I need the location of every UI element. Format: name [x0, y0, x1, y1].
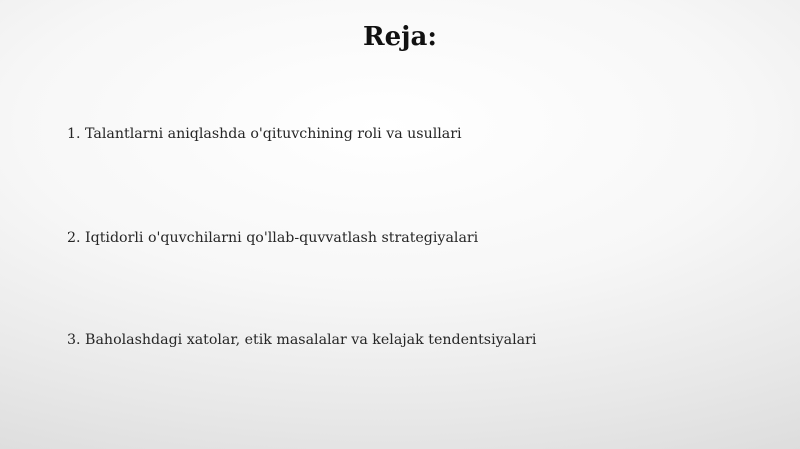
- plan-item-1: 1. Talantlarni aniqlashda o'qituvchining roli va usullari: [67, 126, 462, 142]
- slide-title: Reja:: [362, 22, 437, 52]
- plan-item-3: 3. Baholashdagi xatolar, etik masalalar va kelajak tendentsiyalari: [67, 332, 537, 348]
- plan-item-2: 2. Iqtidorli o'quvchilarni qo'llab-quvvatlash strategiyalari: [67, 230, 479, 246]
